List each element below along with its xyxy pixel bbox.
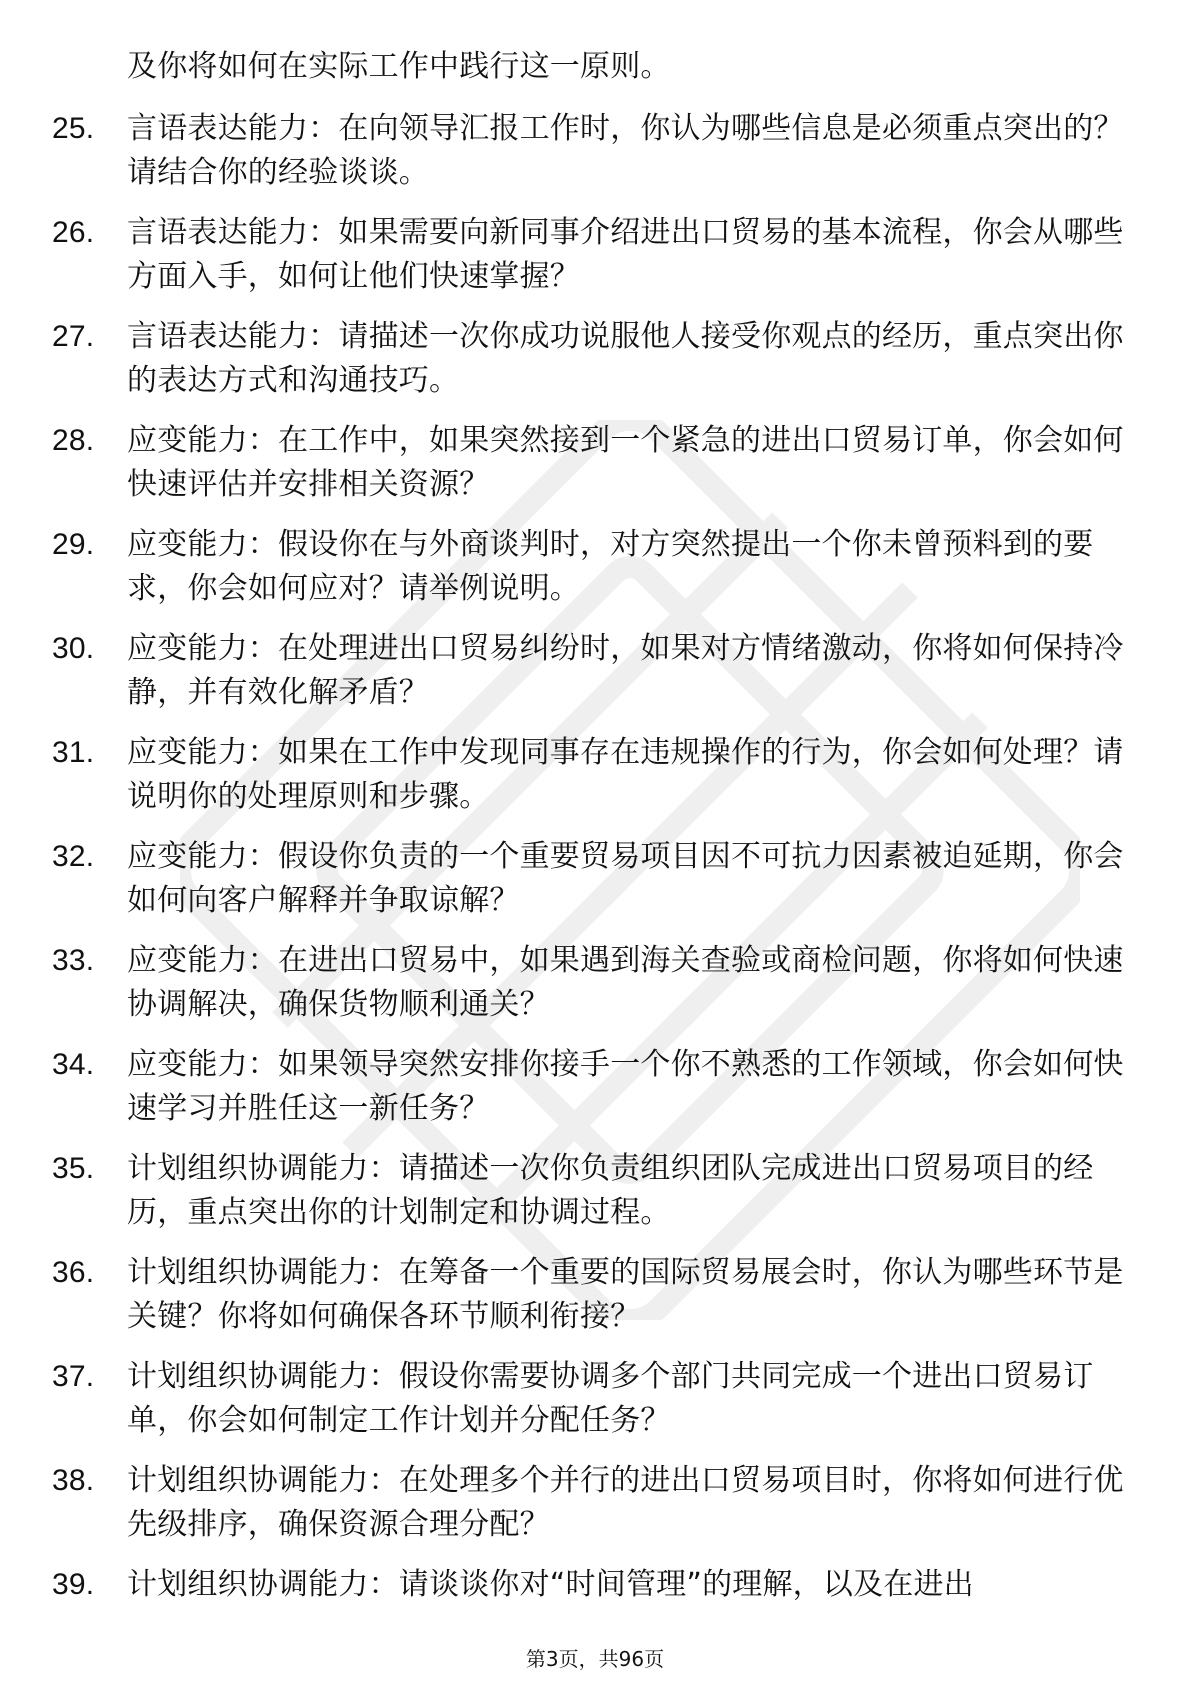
question-number: 38. — [52, 1464, 95, 1497]
page-footer — [0, 1643, 1190, 1672]
question-item — [52, 939, 1127, 1027]
question-number: 32. — [52, 840, 95, 873]
question-item — [52, 731, 1127, 819]
question-text: 言语表达能力：如果需要向新同事介绍进出口贸易的基本流程，你会从哪些方面入手，如何让他们快速掌握？ — [127, 215, 1124, 294]
question-item — [52, 1355, 1127, 1443]
question-number: 36. — [52, 1256, 95, 1289]
question-item — [52, 1147, 1127, 1235]
question-number: 26. — [52, 216, 95, 249]
question-text: 应变能力：在进出口贸易中，如果遇到海关查验或商检问题，你将如何快速协调解决，确保货物顺利通关？ — [127, 943, 1124, 1022]
question-item — [52, 315, 1127, 403]
question-list — [52, 45, 1127, 1623]
question-number: 35. — [52, 1152, 95, 1185]
question-text: 计划组织协调能力：在处理多个并行的进出口贸易项目时，你将如何进行优先级排序，确保资源合理分配？ — [127, 1463, 1124, 1542]
question-item — [52, 835, 1127, 923]
question-item — [52, 1043, 1127, 1131]
page-number-label: 第3页，共96页 — [525, 1647, 665, 1671]
question-text: 应变能力：在处理进出口贸易纠纷时，如果对方情绪激动，你将如何保持冷静，并有效化解矛盾？ — [127, 631, 1124, 710]
question-text: 应变能力：在工作中，如果突然接到一个紧急的进出口贸易订单，你会如何快速评估并安排相关资源？ — [127, 423, 1124, 502]
question-text: 计划组织协调能力：假设你需要协调多个部门共同完成一个进出口贸易订单，你会如何制定工作计划并分配任务？ — [127, 1359, 1094, 1438]
question-text: 言语表达能力：请描述一次你成功说服他人接受你观点的经历，重点突出你的表达方式和沟通技巧。 — [127, 319, 1124, 398]
question-text: 应变能力：假设你负责的一个重要贸易项目因不可抗力因素被迫延期，你会如何向客户解释并争取谅解？ — [127, 839, 1124, 918]
question-item — [52, 627, 1127, 715]
question-text: 应变能力：如果在工作中发现同事存在违规操作的行为，你会如何处理？请说明你的处理原则和步骤。 — [127, 735, 1124, 814]
question-text: 应变能力：如果领导突然安排你接手一个你不熟悉的工作领域，你会如何快速学习并胜任这一新任务？ — [127, 1047, 1124, 1126]
question-text: 应变能力：假设你在与外商谈判时，对方突然提出一个你未曾预料到的要求，你会如何应对？请举例说明。 — [127, 527, 1094, 606]
question-item — [52, 107, 1127, 195]
question-item — [52, 211, 1127, 299]
question-number: 34. — [52, 1048, 95, 1081]
continuation-paragraph — [52, 45, 1127, 89]
question-number: 33. — [52, 944, 95, 977]
question-text: 计划组织协调能力：请谈谈你对“时间管理”的理解，以及在进出 — [127, 1567, 974, 1602]
question-item — [52, 1563, 1127, 1607]
question-text: 计划组织协调能力：在筹备一个重要的国际贸易展会时，你认为哪些环节是关键？你将如何确保各环节顺利衔接？ — [127, 1255, 1124, 1334]
question-number: 25. — [52, 112, 95, 145]
question-number: 30. — [52, 632, 95, 665]
question-item — [52, 419, 1127, 507]
question-number: 29. — [52, 528, 95, 561]
question-item — [52, 1251, 1127, 1339]
question-number: 28. — [52, 424, 95, 457]
question-item — [52, 523, 1127, 611]
question-number: 31. — [52, 736, 95, 769]
question-number: 37. — [52, 1360, 95, 1393]
question-number: 39. — [52, 1568, 95, 1601]
question-item — [52, 1459, 1127, 1547]
question-number: 27. — [52, 320, 95, 353]
continuation-text: 及你将如何在实际工作中践行这一原则。 — [127, 49, 671, 84]
question-text: 计划组织协调能力：请描述一次你负责组织团队完成进出口贸易项目的经历，重点突出你的计划制定和协调过程。 — [127, 1151, 1094, 1230]
question-text: 言语表达能力：在向领导汇报工作时，你认为哪些信息是必须重点突出的？请结合你的经验谈谈。 — [127, 111, 1124, 190]
